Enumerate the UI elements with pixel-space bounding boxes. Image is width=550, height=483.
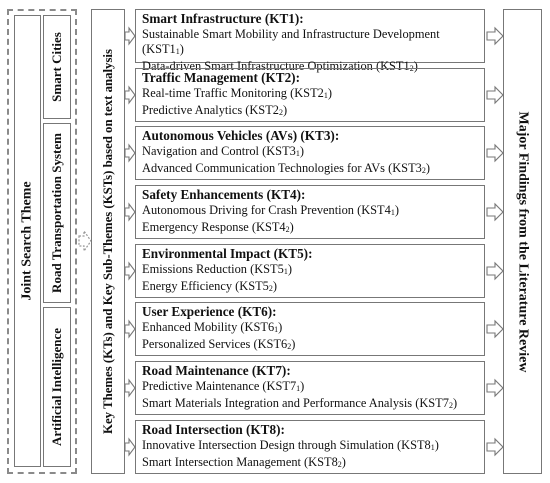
sub-theme: Real-time Traffic Monitoring $(KST2_1)$ (142, 86, 332, 100)
sub-theme: Smart Intersection Management $(KST8_2)$ (142, 455, 346, 469)
sub-theme: Predictive Maintenance $(KST7_1)$ (142, 379, 305, 393)
arrow-right-icon (486, 437, 504, 457)
theme-title: Smart Infrastructure (KT1): (142, 11, 304, 26)
arrow-right-icon (486, 26, 504, 46)
major-findings-column (503, 9, 542, 474)
theme-title: Safety Enhancements (KT4): (142, 187, 306, 202)
sub-theme: Emissions Reduction $(KST5_1)$ (142, 262, 292, 276)
arrow-right-icon (486, 85, 504, 105)
category-road-transportation (43, 123, 71, 303)
sub-theme: Sustainable Smart Mobility and Infrastructure Development $(KST1_1)$ (142, 27, 440, 56)
theme-title: User Experience (KT6): (142, 304, 277, 319)
theme-box-kt5 (135, 244, 485, 298)
theme-title: Traffic Management (KT2): (142, 70, 300, 85)
theme-box-kt4 (135, 185, 485, 239)
sub-theme: Personalized Services $(KST6_2)$ (142, 337, 296, 351)
key-themes-label: Key Themes (KTs) and Key Sub-Themes (KSTs) based on text analysis (100, 49, 115, 434)
arrow-right-icon (486, 378, 504, 398)
category-label: Road Transportation System (49, 133, 64, 293)
sub-theme: Enhanced Mobility $(KST6_1)$ (142, 320, 283, 334)
theme-box-kt2 (135, 68, 485, 122)
sub-theme: Data-driven Smart Infrastructure Optimization $(KST1_2)$ (142, 59, 418, 73)
major-findings-label: Major Findings from the Literature Review (515, 111, 531, 372)
arrow-right-icon (486, 261, 504, 281)
category-smart-cities (43, 15, 71, 119)
dashed-arrow-icon (78, 228, 92, 254)
arrow-right-icon (486, 319, 504, 339)
sub-theme: Emergency Response $(KST4_2)$ (142, 220, 294, 234)
theme-box-kt8 (135, 420, 485, 474)
arrow-right-icon (486, 143, 504, 163)
theme-box-kt1 (135, 9, 485, 73)
sub-theme: Smart Materials Integration and Performance Analysis $(KST7_2)$ (142, 396, 458, 410)
sub-theme: Navigation and Control $(KST3_1)$ (142, 144, 304, 158)
joint-search-theme-box (14, 15, 41, 467)
theme-title: Road Maintenance (KT7): (142, 363, 291, 378)
joint-search-theme-label: Joint Search Theme (19, 181, 35, 301)
category-artificial-intelligence (43, 307, 71, 467)
theme-title: Environmental Impact (KT5): (142, 246, 313, 261)
category-label: Artificial Intelligence (49, 327, 64, 447)
sub-theme: Autonomous Driving for Crash Prevention $(KST4_1)$ (142, 203, 399, 217)
sub-theme: Energy Efficiency $(KST5_2)$ (142, 279, 277, 293)
theme-box-kt6 (135, 302, 485, 356)
sub-theme: Innovative Intersection Design through Simulation $(KST8_1)$ (142, 438, 439, 452)
theme-box-kt3 (135, 126, 485, 180)
theme-box-kt7 (135, 361, 485, 415)
arrow-right-icon (486, 202, 504, 222)
sub-theme: Advanced Communication Technologies for AVs $(KST3_2)$ (142, 161, 430, 175)
sub-theme: Predictive Analytics $(KST2_2)$ (142, 103, 288, 117)
category-label: Smart Cities (49, 32, 64, 102)
theme-title: Road Intersection (KT8): (142, 422, 285, 437)
key-themes-column (91, 9, 125, 474)
theme-title: Autonomous Vehicles (AVs) (KT3): (142, 128, 340, 143)
